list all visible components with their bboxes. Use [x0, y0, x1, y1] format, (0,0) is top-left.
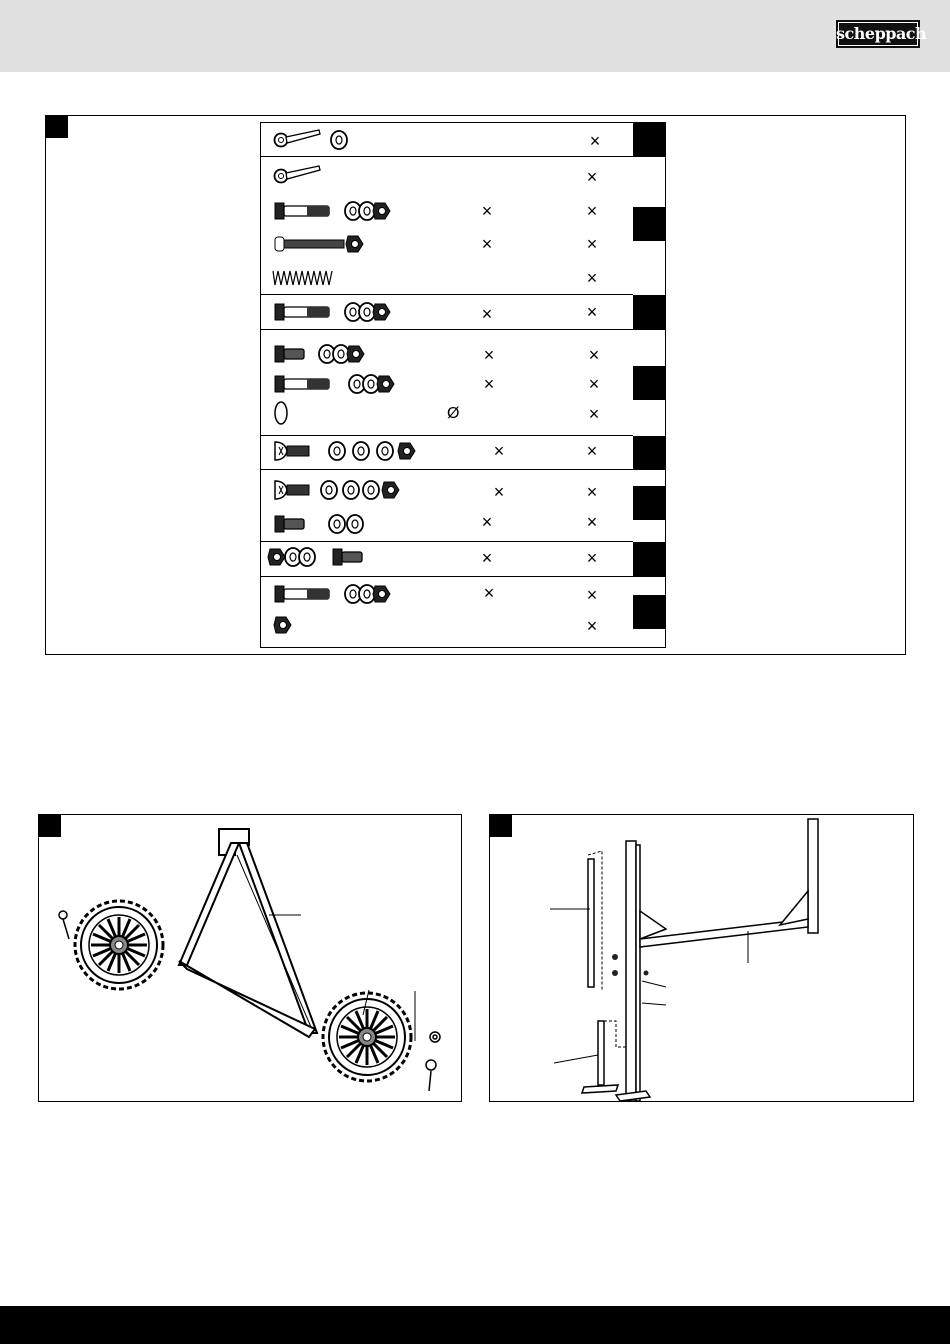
wheel-assembly-drawing	[39, 815, 461, 1101]
qty-mark: ×	[481, 234, 493, 254]
qty-mark: ×	[586, 512, 598, 532]
qty-mark: ×	[586, 482, 598, 502]
qty-mark: ×	[481, 304, 493, 324]
qty-mark: ×	[586, 302, 598, 322]
qty-mark: ×	[586, 201, 598, 221]
qty-mark: ×	[586, 234, 598, 254]
qty-mark: ×	[586, 548, 598, 568]
qty-mark: ×	[493, 441, 505, 461]
figure-number-tag	[46, 116, 68, 138]
hardware-drawings	[261, 123, 665, 647]
qty-mark: ×	[483, 374, 495, 394]
qty-mark: ×	[586, 616, 598, 636]
qty-mark: ×	[586, 268, 598, 288]
qty-mark: ×	[481, 201, 493, 221]
qty-mark: ×	[483, 345, 495, 365]
frame-assembly-figure	[489, 814, 914, 1102]
qty-mark: ×	[586, 585, 598, 605]
qty-mark: ×	[493, 482, 505, 502]
qty-mark: ×	[588, 345, 600, 365]
qty-mark: ×	[588, 374, 600, 394]
qty-mark: ×	[586, 167, 598, 187]
brand-logo: scheppach	[836, 20, 920, 48]
qty-mark: ×	[481, 548, 493, 568]
qty-mark: ×	[586, 441, 598, 461]
qty-mark: ×	[589, 131, 601, 151]
wheel-assembly-figure	[38, 814, 462, 1102]
qty-mark: ×	[483, 583, 495, 603]
qty-mark: ×	[588, 404, 600, 424]
frame-assembly-drawing	[490, 815, 913, 1101]
hardware-table	[260, 122, 666, 648]
page-footer	[0, 1306, 950, 1344]
diameter-mark: Ø	[447, 405, 460, 422]
page-header	[0, 0, 950, 72]
qty-mark: ×	[481, 512, 493, 532]
